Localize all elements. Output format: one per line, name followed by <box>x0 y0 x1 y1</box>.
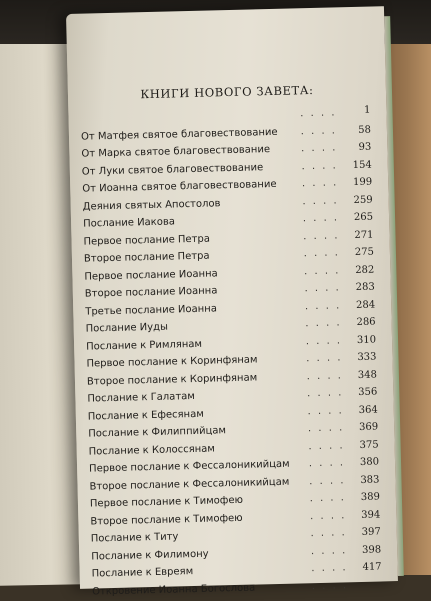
entry-title: Послание к Филимону <box>91 548 209 563</box>
entry-title: Деяния святых Апостолов <box>82 197 221 213</box>
entry-page-number: 375 <box>359 438 379 451</box>
entry-title: Второе послание Иоанна <box>84 285 218 300</box>
entry-title: Послание к Колоссянам <box>88 442 215 458</box>
leader-dots: . . . . <box>305 334 343 347</box>
entry-page-number: 380 <box>359 456 380 468</box>
entry-title: Первое послание Иоанна <box>84 267 218 283</box>
entry-title: Первое послание к Фессалоникийцам <box>88 458 290 475</box>
entry-page-number: 271 <box>354 229 374 241</box>
leader-dots: . . . . <box>302 212 340 225</box>
entry-page-number: 93 <box>358 141 372 153</box>
table-of-contents <box>80 104 382 601</box>
entry-title: Послание Иуды <box>85 321 169 335</box>
leader-dots: . . . . <box>309 509 347 522</box>
entry-title: Послание Иакова <box>83 216 176 230</box>
leader-dots: . . . . <box>300 142 338 155</box>
entry-page-number: 397 <box>361 526 381 538</box>
leader-dots: . . . . <box>310 544 348 557</box>
entry-title: Первое послание Петра <box>83 233 211 248</box>
entry-title: От Луки святое благовествование <box>81 161 264 178</box>
leader-dots: . . . . <box>309 474 346 487</box>
entry-page-number: 284 <box>355 299 376 311</box>
entry-title: Послание к Титу <box>90 531 179 545</box>
entry-title: Второе послание к Фессалоникийцам <box>89 476 290 493</box>
entry-page-number: 394 <box>361 508 381 521</box>
entry-page-number: 364 <box>358 404 378 416</box>
entry-page-number: 286 <box>356 316 376 328</box>
entry-title: Послание к Римлянам <box>85 338 203 353</box>
leader-dots: . . . . <box>311 562 348 575</box>
entry-page-number: 154 <box>352 159 372 171</box>
leader-dots: . . . . <box>308 439 345 452</box>
leader-dots: . . . . <box>305 317 342 330</box>
entry-page-number: 417 <box>362 561 382 573</box>
entry-title: Первое послание к Коринфянам <box>86 354 258 370</box>
entry-title: Послание к Ефесянам <box>87 408 204 423</box>
entry-title: Послание к Галатам <box>87 390 196 405</box>
leader-dots: . . . . <box>302 194 339 207</box>
entry-page-number: 282 <box>355 264 375 276</box>
entry-page-number: 356 <box>358 386 378 398</box>
entry-page-number: 398 <box>361 543 382 556</box>
entry-title: От Иоанна святое благовествование <box>82 178 277 195</box>
entry-title: Послание к Евреям <box>91 566 194 580</box>
entry-title: Послание к Филиппийцам <box>88 425 227 440</box>
leader-dots: . . . . <box>300 107 337 120</box>
entry-page-number: 383 <box>360 473 380 486</box>
leader-dots: . . . . <box>303 247 341 260</box>
entry-page-number: 58 <box>358 124 372 136</box>
entry-page-number: 1 <box>363 104 371 116</box>
leader-dots: . . . . <box>304 299 342 312</box>
entry-page-number: 275 <box>354 246 375 259</box>
entry-page-number <box>350 576 382 577</box>
entry-title: Второе послание к Коринфянам <box>86 371 258 388</box>
entry-page-number: 265 <box>353 211 374 224</box>
entry-page-number: 310 <box>356 334 377 346</box>
leader-dots: . . . . <box>300 124 338 137</box>
entry-page-number: 283 <box>355 281 375 294</box>
entry-page-number: 259 <box>353 194 373 206</box>
leader-dots: . . . . <box>306 352 343 365</box>
leader-dots: . . . . <box>309 492 347 505</box>
leader-dots: . . . . <box>301 159 338 172</box>
entry-page-number: 333 <box>357 351 377 363</box>
entry-page-number: 389 <box>360 491 381 503</box>
leader-dots: . . . . <box>307 404 344 417</box>
entry-title: Первое послание к Тимофею <box>89 494 244 510</box>
entry-title: Второе послание к Тимофею <box>90 512 243 528</box>
leader-dots: . . . . <box>310 527 347 540</box>
entry-title: Откровение Иоанна Богослова <box>91 582 256 598</box>
leader-dots: . . . . <box>306 369 344 382</box>
entry-page-number: 369 <box>358 421 379 433</box>
book-page <box>66 6 398 598</box>
leader-dots: . . . . <box>303 264 341 277</box>
leader-dots: . . . . <box>311 579 349 592</box>
leader-dots: . . . . <box>307 422 345 435</box>
entry-title: От Матфея святое благовествование <box>80 126 278 143</box>
page-heading: КНИГИ НОВОГО ЗАВЕТА: <box>140 82 314 102</box>
entry-page-number: 348 <box>357 369 378 381</box>
entry-title: Второе послание Петра <box>83 250 210 265</box>
leader-dots: . . . . <box>304 282 341 295</box>
leader-dots: . . . . <box>308 457 346 470</box>
leader-dots: . . . . <box>301 177 339 190</box>
entry-page-number: 199 <box>352 176 373 189</box>
entry-title: Третье послание Иоанна <box>85 302 218 318</box>
entry-title: От Марка святое благовествование <box>81 144 271 160</box>
leader-dots: . . . . <box>303 229 340 242</box>
leader-dots: . . . . <box>306 387 344 400</box>
